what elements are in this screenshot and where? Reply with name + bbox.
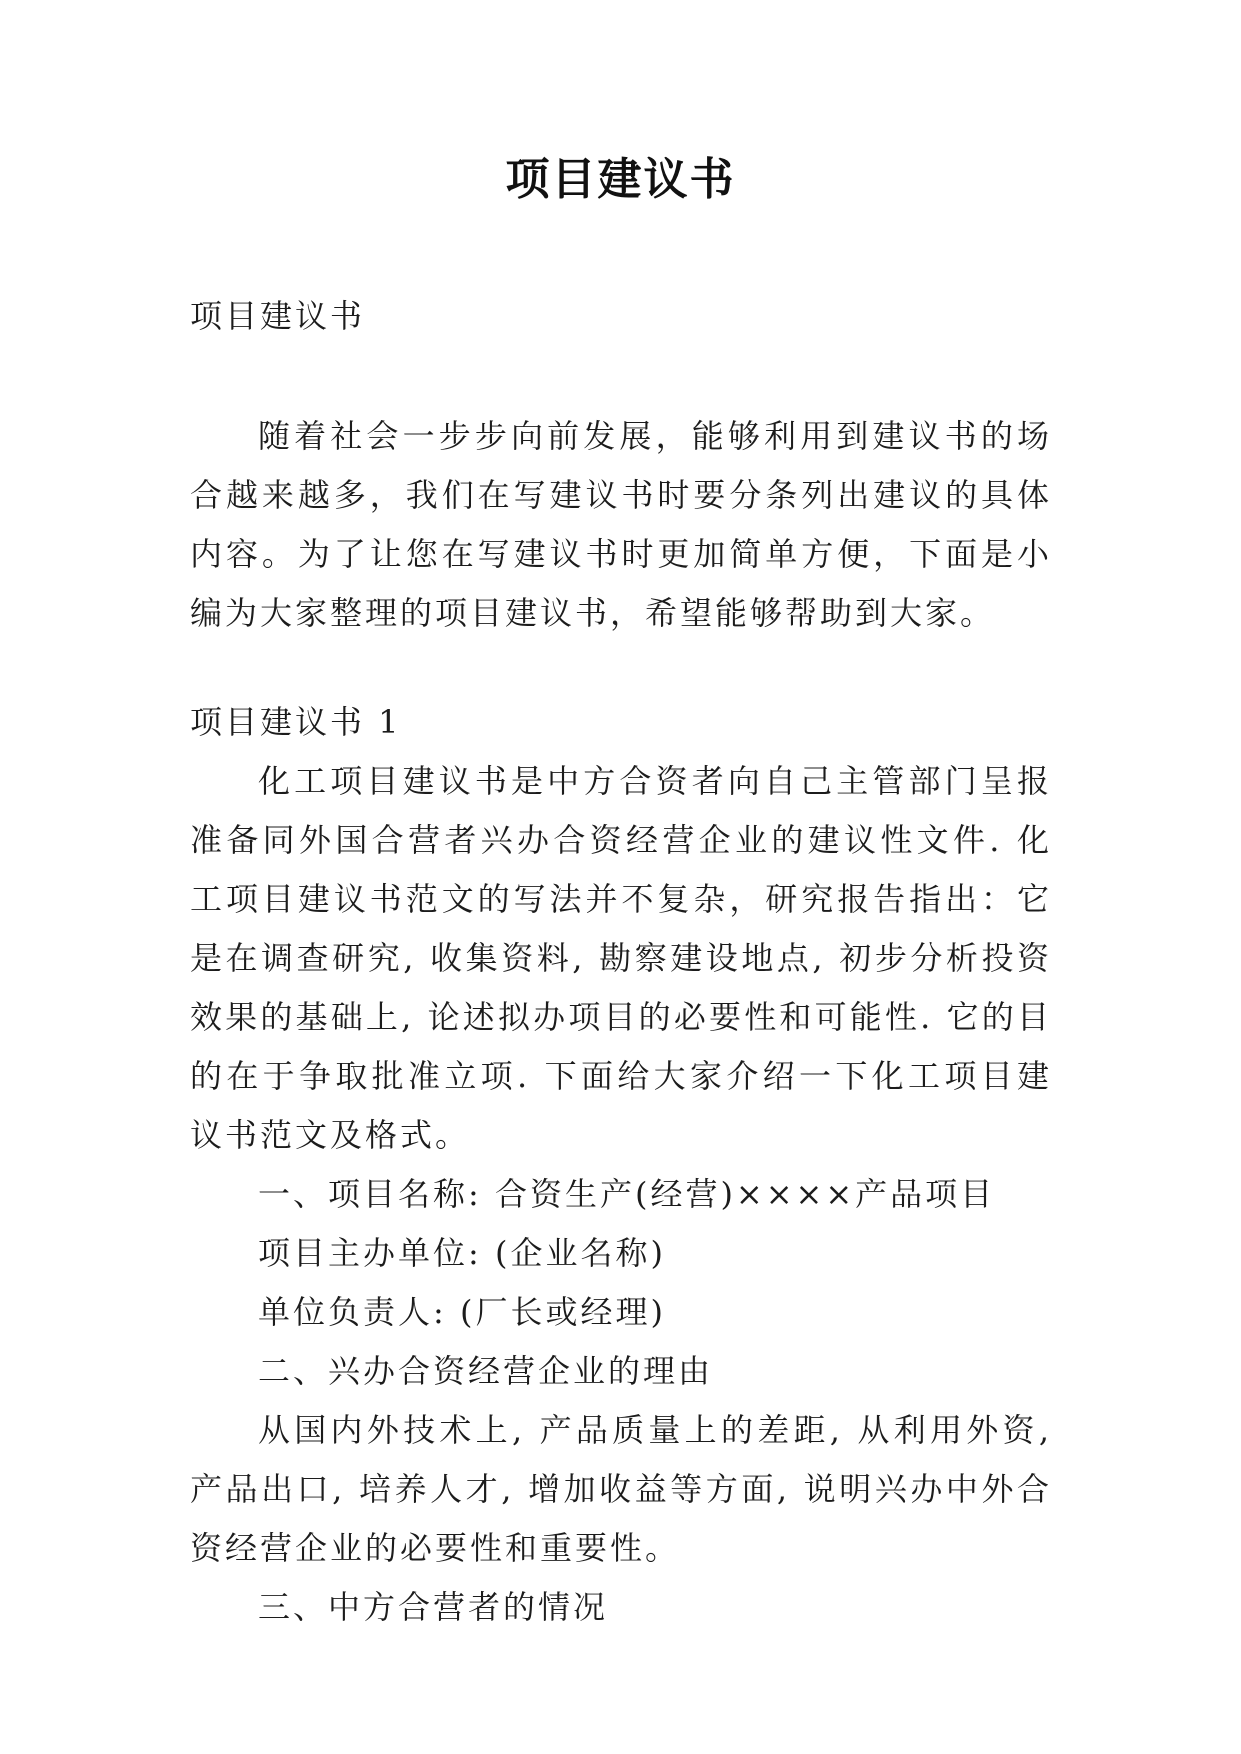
intro-label: 项目建议书 [190,297,366,335]
item2-paragraph: 从国内外技术上, 产品质量上的差距, 从利用外资, 产品出口, 培养人才, 增加收益等方面, 说明兴办中外合资经营企业的必要性和重要性。 [190,1411,1052,1567]
item1-sponsor: 项目主办单位: (企业名称) [258,1234,666,1272]
intro-paragraph-block [190,407,1052,643]
section1-paragraph: 化工项目建议书是中方合资者向自己主管部门呈报准备同外国合营者兴办合资经营企业的建议性文件. 化工项目建议书范文的写法并不复杂，研究报告指出：它是在调查研究, 收集资料, 勘察建设地点, 初步分析投资效果的基础上, 论述拟办项目的必要性和可能性. 它的目的在于争取批准立项. 下面给大家介绍一下化工项目建议书范文及格式。 [190,762,1052,1154]
section1-block [190,693,1052,1637]
document-title: 项目建议书 [505,154,736,205]
item2-heading: 二、兴办合资经营企业的理由 [258,1352,714,1390]
item3-heading: 三、中方合营者的情况 [258,1588,609,1626]
intro-label-block [190,287,1052,346]
intro-paragraph: 随着社会一步步向前发展，能够利用到建议书的场合越来越多，我们在写建议书时要分条列出建议的具体内容。为了让您在写建议书时更加简单方便，下面是小编为大家整理的项目建议书，希望能够帮助到大家。 [190,417,1052,632]
item1-leader: 单位负责人: (厂长或经理) [258,1293,666,1331]
section1-heading: 项目建议书 1 [190,703,402,741]
item1-name: 一、项目名称: 合资生产(经营)××××产品项目 [258,1175,996,1213]
